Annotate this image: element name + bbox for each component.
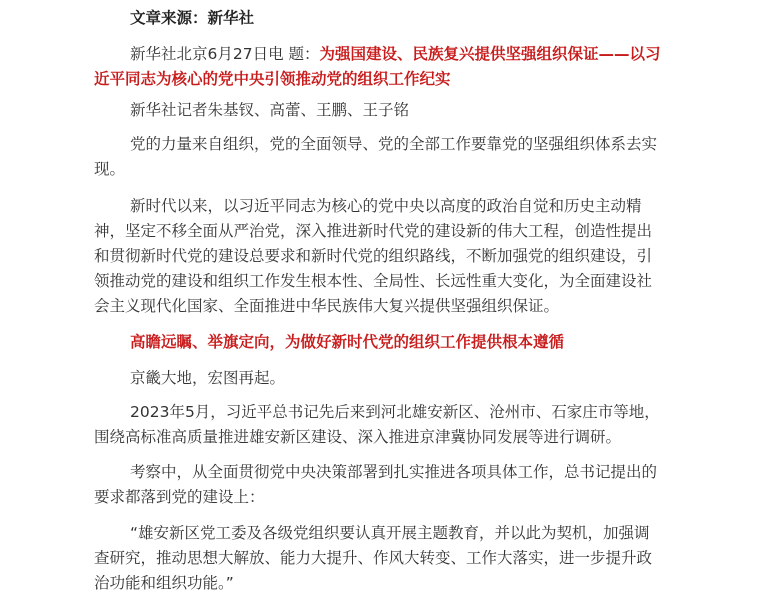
- headline-block: [130, 42, 661, 67]
- quote-line-3: 治功能和组织功能。”: [94, 574, 234, 592]
- paragraph-2-line-5: 会主义现代化国家、全面推进中华民族伟大复兴提供坚强组织保证。: [94, 297, 560, 315]
- paragraph-2-line-1: 新时代以来，以习近平同志为核心的党中央以高度的政治自觉和历史主动精: [130, 197, 642, 215]
- paragraph-2-line-2: 神，坚定不移全面从严治党，深入推进新时代党的建设新的伟大工程，创造性提出: [94, 222, 653, 240]
- paragraph-3: 京畿大地，宏图再起。: [130, 369, 286, 387]
- dateline: 新华社北京6月27日电 题：: [130, 45, 320, 63]
- section-subheading: 高瞻远瞩、举旗定向，为做好新时代党的组织工作提供根本遵循: [130, 333, 565, 351]
- paragraph-1-line-2: 现。: [94, 160, 126, 178]
- headline-line-2: 近平同志为核心的党中央引领推动党的组织工作纪实: [94, 70, 451, 88]
- paragraph-4-line-2: 围绕高标准高质量推进雄安新区建设、深入推进京津冀协同发展等进行调研。: [94, 428, 622, 446]
- paragraph-2-line-4: 领推动党的建设和组织工作发生根本性、全局性、长远性重大变化，为全面建设社: [94, 272, 653, 290]
- headline-line-1: 为强国建设、民族复兴提供坚强组织保证——以习: [319, 45, 661, 63]
- paragraph-5-line-2: 要求都落到党的建设上：: [94, 488, 265, 506]
- paragraph-4-line-1: 2023年5月，习近平总书记先后来到河北雄安新区、沧州市、石家庄市等地，: [130, 403, 660, 421]
- quote-line-1: “雄安新区党工委及各级党组织要认真开展主题教育，并以此为契机，加强调: [130, 524, 650, 542]
- paragraph-1-line-1: 党的力量来自组织，党的全面领导、党的全部工作要靠党的坚强组织体系去实: [130, 135, 658, 153]
- quote-line-2: 查研究，推动思想大解放、能力大提升、作风大转变、工作大落实，进一步提升政: [94, 549, 653, 567]
- paragraph-5-line-1: 考察中，从全面贯彻党中央决策部署到扎实推进各项具体工作，总书记提出的: [130, 463, 658, 481]
- article-source: 文章来源：新华社: [130, 9, 255, 27]
- paragraph-2-line-3: 和贯彻新时代党的建设总要求和新时代党的组织路线，不断加强党的组织建设，引: [94, 247, 653, 265]
- reporters-line: 新华社记者朱基钗、高蕾、王鹏、王子铭: [130, 101, 410, 119]
